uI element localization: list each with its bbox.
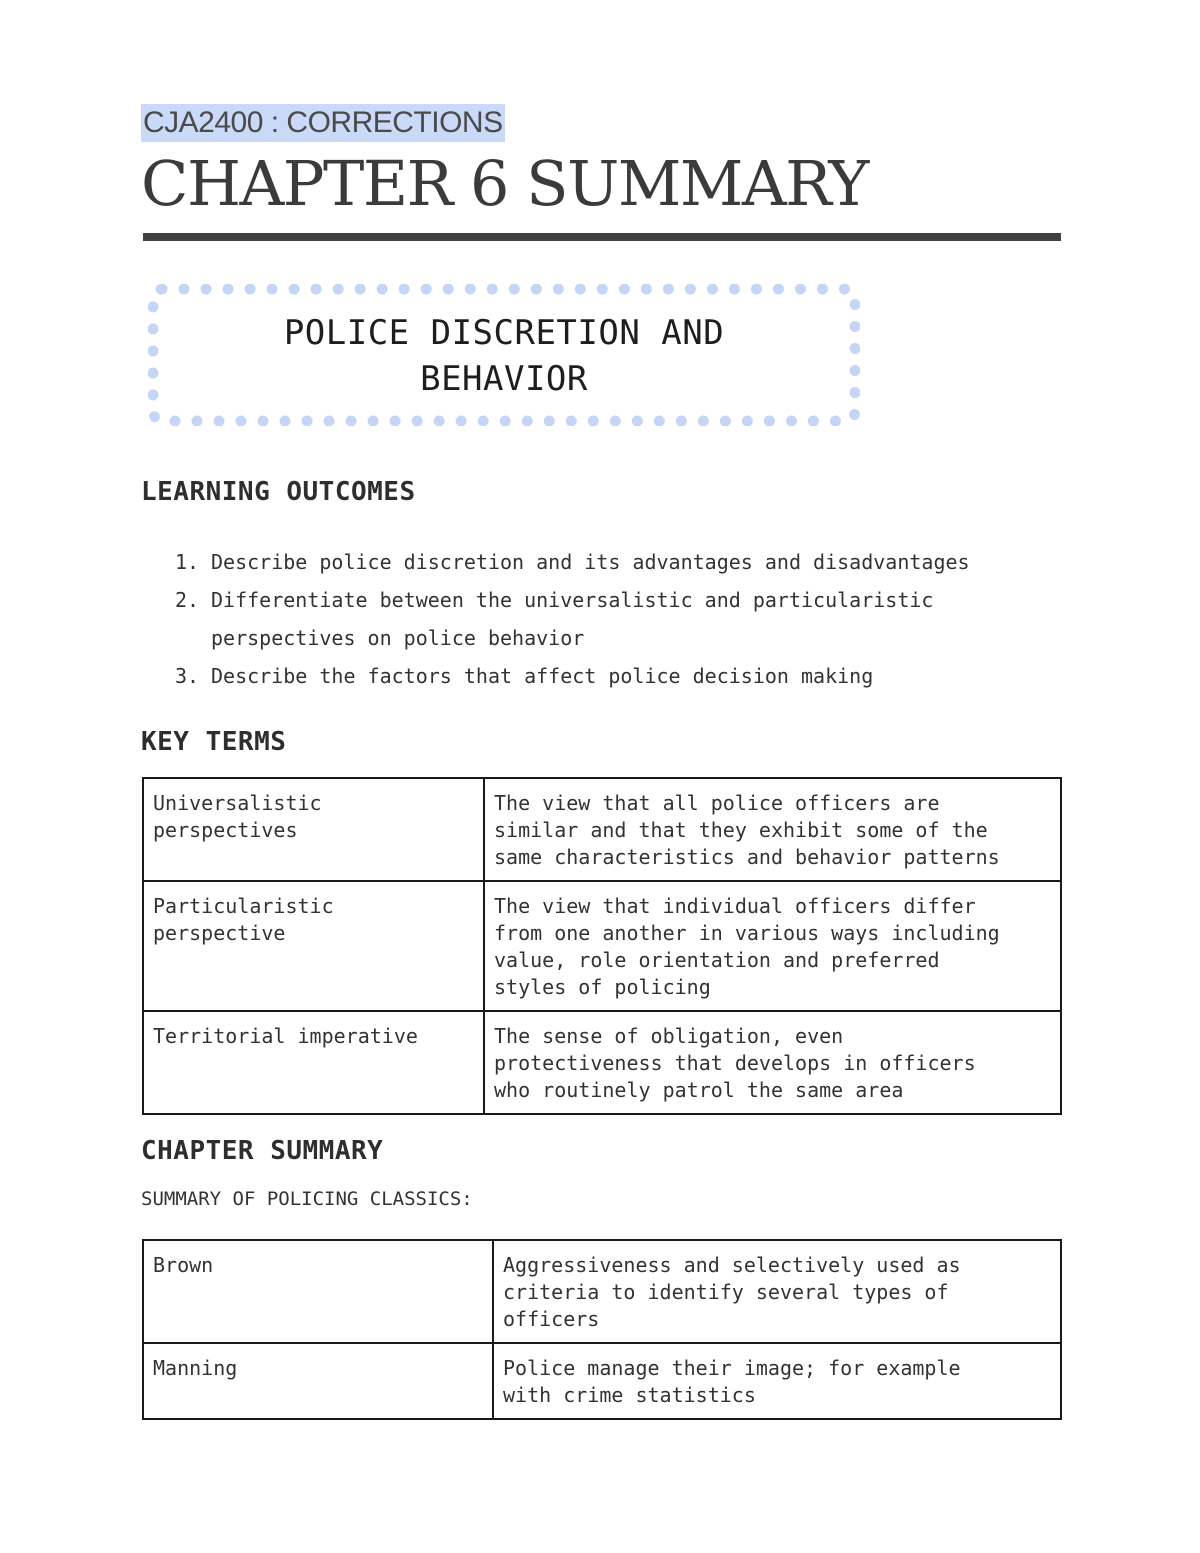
list-number: 3. — [175, 664, 200, 688]
chapter-title: CHAPTER 6 SUMMARY — [141, 147, 868, 220]
title-divider — [143, 233, 1061, 241]
list-item-text: perspectives on police behavior — [211, 626, 585, 650]
table-row — [143, 1343, 1061, 1419]
list-item-text: Describe police discretion and its advantages and disadvantages — [211, 550, 970, 574]
topic-title-line-2: BEHAVIOR — [420, 359, 588, 399]
list-number: 1. — [175, 550, 200, 574]
chapter-summary-heading: CHAPTER SUMMARY — [141, 1136, 384, 1166]
term-cell: Particularistic perspective — [143, 881, 484, 1011]
term-cell: Territorial imperative — [143, 1011, 484, 1114]
term-cell: Universalistic perspectives — [143, 778, 484, 881]
table-row — [143, 881, 1061, 1011]
list-item-text: Describe the factors that affect police decision making — [211, 664, 874, 688]
key-terms-table — [142, 777, 1062, 1115]
definition-cell: The view that all police officers are similar and that they exhibit some of the same characteristics and behavior patterns — [484, 778, 1061, 881]
learning-outcomes-heading: LEARNING OUTCOMES — [141, 477, 416, 507]
topic-title-line-1: POLICE DISCRETION AND — [283, 313, 725, 353]
list-item-text: Differentiate between the universalistic and particularistic — [211, 588, 934, 612]
key-terms-heading: KEY TERMS — [141, 727, 287, 757]
summary-cell: Aggressiveness and selectively used as criteria to identify several types of officers — [493, 1240, 1061, 1343]
author-cell: Manning — [143, 1343, 493, 1419]
summary-cell: Police manage their image; for example with crime statistics — [493, 1343, 1061, 1419]
topic-title — [148, 310, 860, 402]
list-item — [141, 543, 1061, 581]
author-cell: Brown — [143, 1240, 493, 1343]
definition-cell: The view that individual officers differ from one another in various ways including value, role orientation and preferred styles of policing — [484, 881, 1061, 1011]
list-number: 2. — [175, 588, 200, 612]
table-row — [143, 1011, 1061, 1114]
policing-classics-table — [142, 1239, 1062, 1420]
course-label: CJA2400 : CORRECTIONS — [141, 104, 505, 142]
definition-cell: The sense of obligation, even protectiveness that develops in officers who routinely patrol the same area — [484, 1011, 1061, 1114]
table-row — [143, 778, 1061, 881]
learning-outcomes-list — [141, 543, 1061, 695]
policing-classics-subheading: SUMMARY OF POLICING CLASSICS: — [141, 1188, 473, 1210]
list-item — [141, 581, 1061, 657]
table-row — [143, 1240, 1061, 1343]
list-item — [141, 657, 1061, 695]
